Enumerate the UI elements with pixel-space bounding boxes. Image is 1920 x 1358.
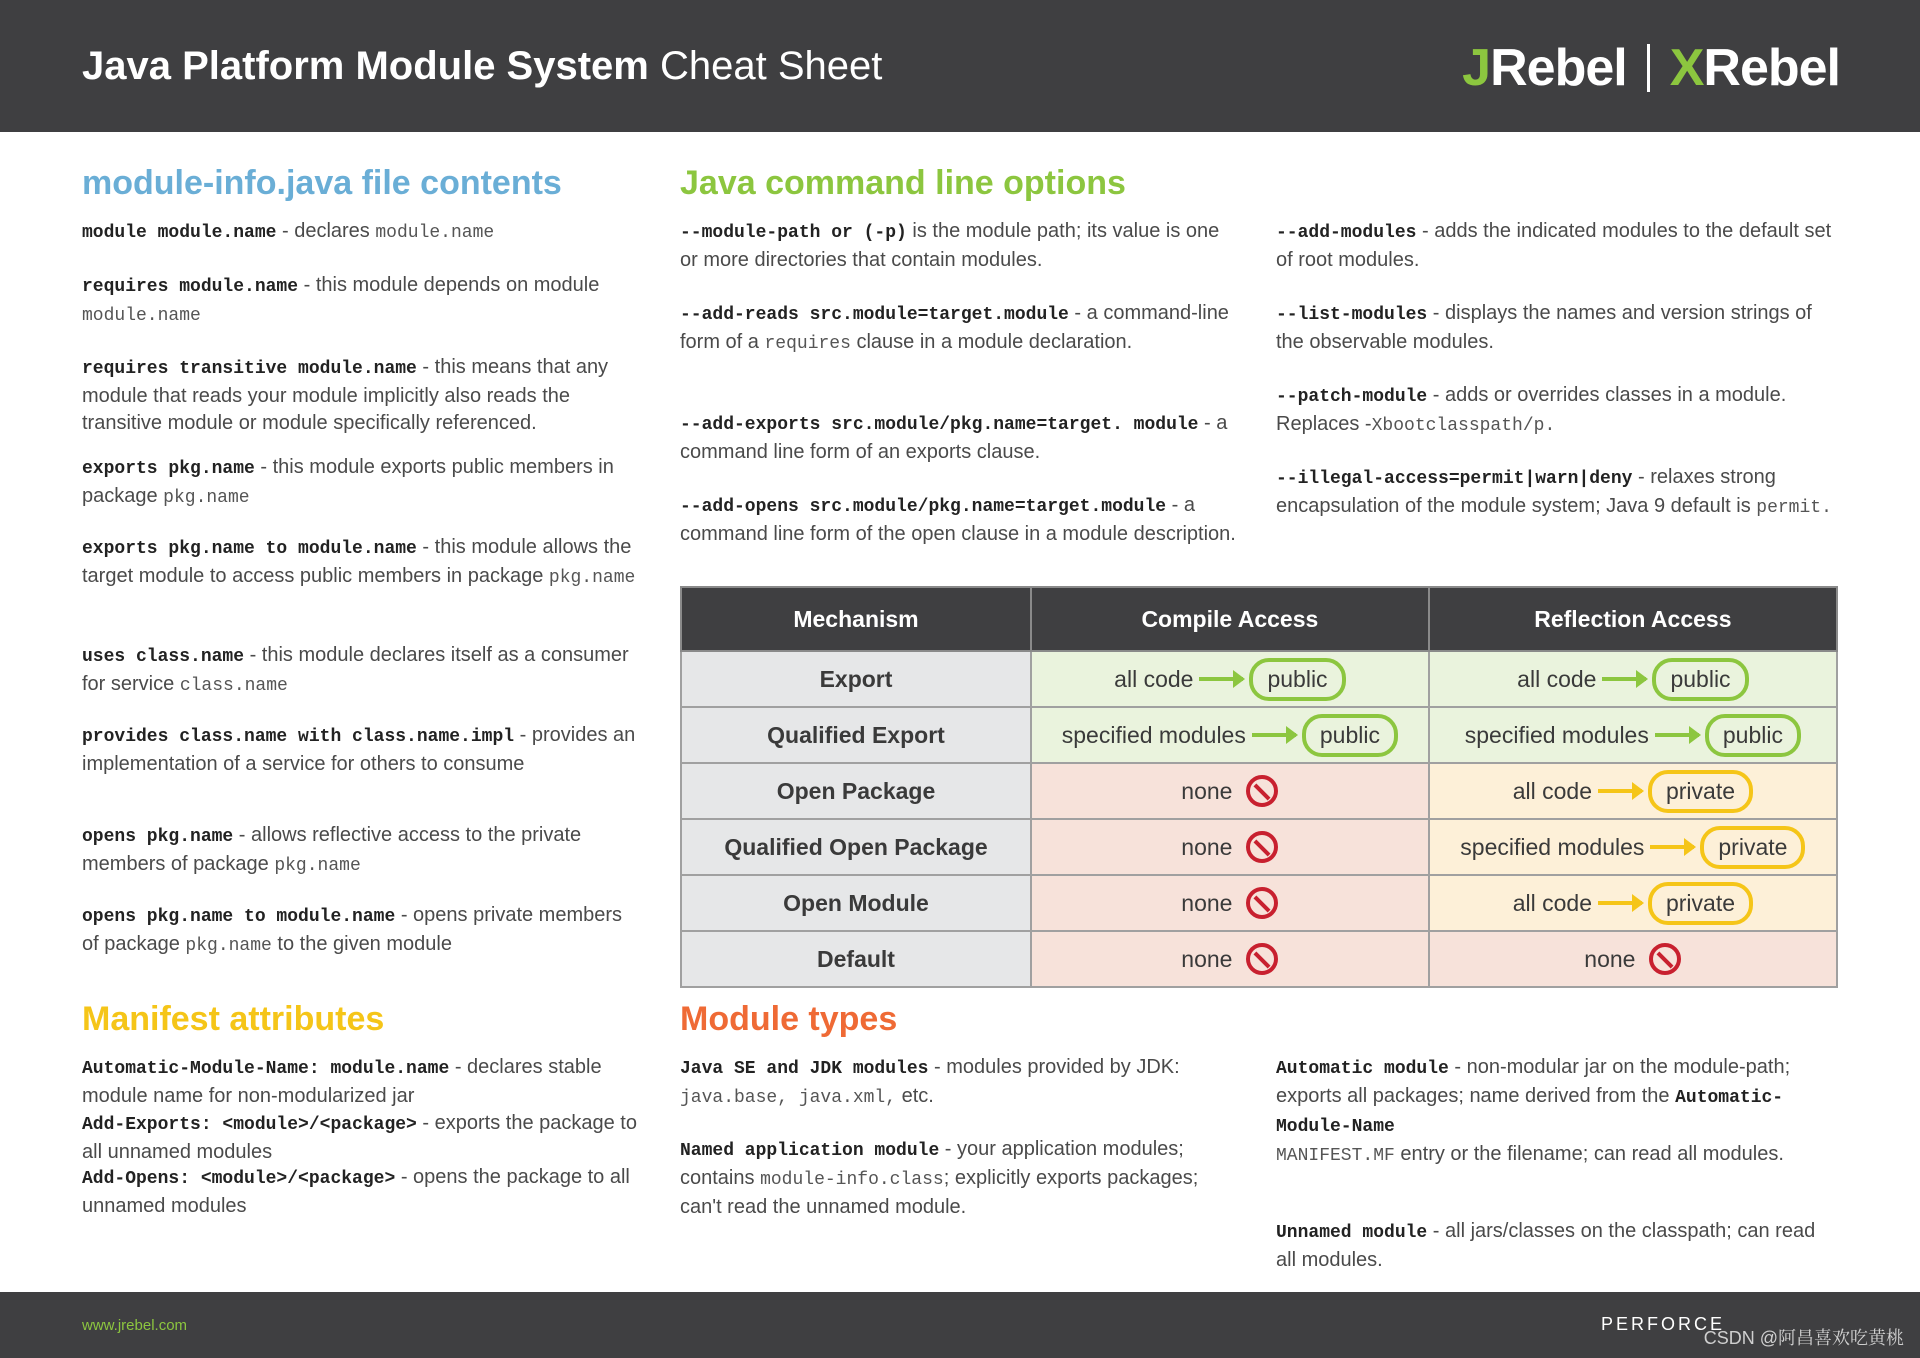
watermark: CSDN @阿昌喜欢吃黄桃 [1703,1328,1904,1348]
module-type-entry-mono: java.base, java.xml, [680,1088,897,1108]
module-info-entry-mono: class.name [179,676,288,696]
arrow-right-icon [1199,677,1243,681]
module-info-entry-desc: - this module declares itself as a consumer for service [82,644,629,695]
perforce-logo: PERFORCE [1600,1314,1725,1334]
cli-option-code: --add-modules [1276,223,1417,243]
no-entry-icon [1246,831,1278,863]
module-info-entry [82,534,642,592]
module-info-entry-desc: - this module depends on module [298,274,600,296]
arrow-right-icon [1598,789,1642,793]
arrow-right-icon [1602,677,1646,681]
module-info-entry-desc: - this means that any module that reads your module implicitly also reads the transitive module or module specifically referenced. [82,356,609,434]
module-types-heading: Module types [680,1000,898,1038]
module-type-entry-desc: - all jars/classes on the classpath; can read all modules. [1276,1220,1816,1271]
mechanism-cell: Open Package [681,763,1031,819]
table-row [681,763,1837,819]
module-info-entry-code: requires module.name [82,277,299,297]
table-row [681,707,1837,763]
module-info-entry [82,218,642,247]
access-cell [1031,819,1429,875]
module-info-entry-desc: - provides an implementation of a service for others to consume [82,724,636,775]
access-level-badge: public [1249,658,1345,701]
module-info-entry [82,722,642,778]
module-type-entry-desc: - modules provided by JDK: [928,1056,1180,1078]
module-type-entry-mono: MANIFEST.MF [1276,1146,1395,1166]
module-info-entry-mono: module.name [375,223,495,243]
footer-url-link[interactable]: www.jrebel.com [82,1317,188,1334]
cli-option-mono: Xbootclasspath/p. [1371,416,1556,436]
access-cell [1429,931,1837,987]
manifest-entry-code: Add-Exports: <module>/<package> [82,1115,417,1135]
cli-option-code: --add-exports src.module/pkg.name=target. module [680,415,1199,435]
access-cell [1031,763,1429,819]
brand-logos [1462,38,1840,98]
table-row [681,651,1837,707]
cli-option [680,410,1240,466]
module-type-entry [1276,1054,1836,1170]
cli-heading: Java command line options [680,164,1126,202]
cli-option-desc: - relaxes strong encapsulation of the module system; Java 9 default is [1276,466,1776,517]
module-type-entry-code2: Automatic-Module-Name [1276,1088,1784,1137]
access-cell [1031,931,1429,987]
access-table [680,586,1838,988]
access-from: none [1181,777,1233,804]
access-from: none [1181,945,1233,972]
cli-option [1276,218,1836,274]
module-info-entry-code: opens pkg.name to module.name [82,907,396,927]
module-type-entry-tail: etc. [896,1085,934,1107]
module-info-entry-desc: - opens private members of package [82,904,623,955]
access-from: all code [1512,777,1592,804]
cli-option [680,492,1240,548]
logo-divider [1647,44,1650,92]
access-cell [1031,875,1429,931]
cli-option-desc: - a command-line form of a [680,302,1229,353]
mechanism-cell: Export [681,651,1031,707]
cli-option-desc: - adds or overrides classes in a module. Replaces - [1276,384,1787,435]
access-cell [1429,763,1837,819]
cli-option [1276,300,1836,356]
module-info-entry [82,272,642,330]
access-from: specified modules [1061,721,1246,748]
module-type-entry-tail: entry or the filename; can read all modules. [1394,1143,1784,1165]
no-entry-icon [1246,775,1278,807]
cli-option [680,218,1240,274]
module-info-entry-mono: pkg.name [548,568,636,588]
access-from: all code [1114,665,1194,692]
module-info-entry-mono: pkg.name [274,856,361,876]
cli-option-code: --add-reads src.module=target.module [680,305,1069,325]
arrow-right-icon [1650,845,1694,849]
access-level-badge: private [1700,826,1805,869]
manifest-entry-desc: - declares stable module name for non-modularized jar [82,1056,602,1107]
module-info-entry-code: exports pkg.name to module.name [82,539,417,559]
mechanism-cell: Qualified Open Package [681,819,1031,875]
access-from: all code [1512,889,1592,916]
access-level-badge: public [1652,658,1748,701]
module-info-entry-code: uses class.name [82,647,245,667]
access-from: specified modules [1460,833,1645,860]
module-info-entry-mono: pkg.name [163,488,250,508]
cli-option [1276,464,1836,522]
module-type-entry [680,1054,1240,1112]
access-level-badge: private [1648,770,1753,813]
cli-option-desc: - a command line form of the open clause in a module description. [680,494,1236,545]
table-header-row [681,587,1837,651]
mechanism-cell: Qualified Export [681,707,1031,763]
module-info-entry [82,822,642,880]
mechanism-cell: Open Module [681,875,1031,931]
manifest-entry [82,1054,642,1110]
access-cell [1031,707,1429,763]
header-reflection: Reflection Access [1429,587,1837,651]
module-info-entry-mono: module.name [82,306,201,326]
mechanism-cell: Default [681,931,1031,987]
module-type-entry-desc: - your application modules; contains [680,1138,1184,1189]
cli-option-code: --list-modules [1276,305,1428,325]
access-cell [1429,707,1837,763]
module-type-entry-mono: module-info.class [760,1170,944,1190]
cli-option-desc: - displays the names and version strings of the observable modules. [1276,302,1812,353]
cli-option-desc: - adds the indicated modules to the default set of root modules. [1276,220,1832,271]
module-info-heading: module-info.java file contents [82,164,562,202]
access-cell [1429,875,1837,931]
footer-bar [0,1292,1920,1358]
page-title [82,44,882,89]
module-info-entry-code: exports pkg.name [82,459,255,479]
module-type-entry-code: Automatic module [1276,1059,1449,1079]
module-type-entry-code: Named application module [680,1141,940,1161]
module-type-entry-tail: ; explicitly exports packages; can't read the unnamed module. [680,1167,1199,1218]
module-info-entry-mono: pkg.name [185,936,272,956]
access-from: all code [1517,665,1597,692]
module-info-entry-tail: to the given module [271,933,452,955]
module-info-entry-code: provides class.name with class.name.impl [82,727,515,747]
access-from: specified modules [1464,721,1649,748]
manifest-entry-code: Add-Opens: <module>/<package> [82,1169,396,1189]
access-level-badge: private [1648,882,1753,925]
access-cell [1429,651,1837,707]
module-type-entry-code: Unnamed module [1276,1223,1428,1243]
access-cell [1429,819,1837,875]
title-light: Cheat Sheet [659,44,883,88]
table-row [681,931,1837,987]
access-cell [1031,651,1429,707]
cli-option [680,300,1240,358]
arrow-right-icon [1655,733,1699,737]
manifest-entry [82,1164,642,1220]
access-level-badge: public [1302,714,1398,757]
cli-option-tail: clause in a module declaration. [850,331,1133,353]
manifest-entry [82,1110,642,1166]
module-info-entry [82,454,642,512]
cli-option-desc: - a command line form of an exports clause. [680,412,1228,463]
title-bold: Java Platform Module System [82,44,649,88]
module-info-entry [82,354,642,437]
cli-option-code: --illegal-access=permit|warn|deny [1276,469,1633,489]
cli-option-desc: is the module path; its value is one or more directories that contain modules. [680,220,1220,271]
module-info-entry-code: module module.name [82,223,277,243]
access-from: none [1584,945,1636,972]
arrow-right-icon [1252,733,1296,737]
arrow-right-icon [1598,901,1642,905]
table-row [681,875,1837,931]
cli-option [1276,382,1836,440]
module-type-entry [1276,1218,1836,1274]
no-entry-icon [1649,943,1681,975]
cli-option-code: --patch-module [1276,387,1428,407]
cli-option-code: --add-opens src.module/pkg.name=target.module [680,497,1167,517]
module-info-entry-desc: - allows reflective access to the private members of package [82,824,582,875]
table-row [681,819,1837,875]
module-type-entry-desc: - non-modular jar on the module-path; exports all packages; name derived from the [1276,1056,1791,1107]
access-from: none [1181,889,1233,916]
manifest-heading: Manifest attributes [82,1000,385,1038]
xrebel-logo[interactable]: XRebel [1669,39,1840,97]
module-info-entry-desc: - declares [276,220,376,242]
module-info-entry-code: opens pkg.name [82,827,234,847]
module-info-entry-desc: - this module exports public members in package [82,456,614,507]
manifest-entry-desc: - opens the package to all unnamed modules [82,1166,630,1217]
access-from: none [1181,833,1233,860]
module-info-entry [82,642,642,700]
header-mechanism: Mechanism [681,587,1031,651]
no-entry-icon [1246,887,1278,919]
manifest-entry-desc: - exports the package to all unnamed modules [82,1112,637,1163]
header-bar [0,0,1920,132]
module-type-entry-code: Java SE and JDK modules [680,1059,929,1079]
manifest-entry-code: Automatic-Module-Name: module.name [82,1059,450,1079]
module-info-entry-desc: - this module allows the target module to access public members in package [82,536,632,587]
cli-option-mono: permit. [1756,498,1832,518]
cli-option-code: --module-path or (-p) [680,223,907,243]
access-level-badge: public [1705,714,1801,757]
no-entry-icon [1246,943,1278,975]
module-info-entry [82,902,642,960]
header-compile: Compile Access [1031,587,1429,651]
module-info-entry-code: requires transitive module.name [82,359,417,379]
module-type-entry [680,1136,1240,1221]
cli-option-mono: requires [764,334,851,354]
jrebel-logo[interactable]: JRebel [1462,39,1627,97]
